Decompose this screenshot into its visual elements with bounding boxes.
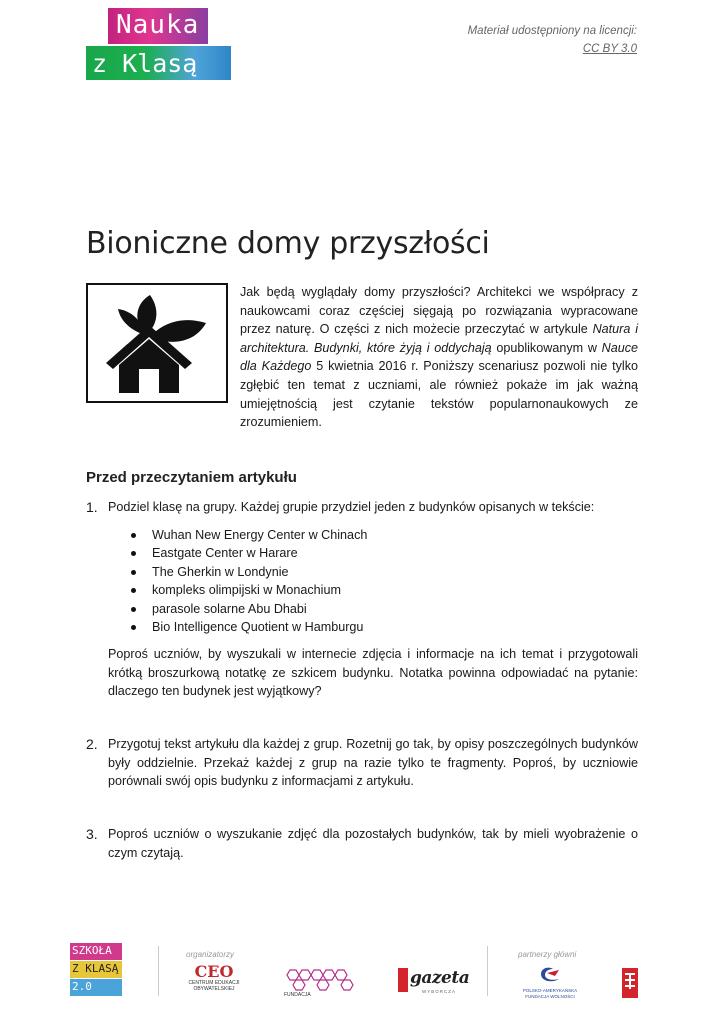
partners-label: partnerzy główni [518, 950, 577, 959]
list-item: parasole solarne Abu Dhabi [128, 600, 367, 618]
buildings-list [128, 526, 367, 636]
intro-text-2: opublikowanym w [491, 340, 602, 355]
footer-divider-2 [487, 946, 488, 996]
logo-line1: Nauka [116, 10, 200, 40]
license-link[interactable]: CC BY 3.0 [582, 43, 637, 55]
intro-text-3: 5 kwietnia 2016 r. Poniższy scenariusz pozwoli nie tylko zgłębić ten temat z uczniami, ale również pokaże im jak ważną umiejętnością jest czytanie tekstów popularnonaukowych ze zrozumieniem. [240, 359, 638, 430]
fundacja-hexagon-icon [284, 968, 356, 992]
step-2-text: Przygotuj tekst artykułu dla każdej z grup. Rozetnij go tak, by opisy poszczególnych budynków były oddzielnie. Przekaż każdej z grup na razie tylko te fragmenty. Poproś, by uczniowie porównali swój opis budynku z informacjami z artykułu. [108, 737, 638, 789]
list-item: The Gherkin w Londynie [128, 563, 367, 581]
szkola-z-klasa-logo: SZKOŁA Z KLASĄ 2.0 [70, 943, 122, 997]
step-number-2: 2. [86, 736, 98, 752]
footer-divider [158, 946, 159, 996]
pafw-emblem-icon [539, 965, 561, 983]
step-1-text: Podziel klasę na grupy. Każdej grupie przydziel jeden z budynków opisanych w tekście: [108, 500, 595, 514]
fundacja-szkola-logo: FUNDACJA [284, 968, 356, 1000]
eco-house-icon-box [86, 283, 228, 403]
eco-house-icon [88, 285, 226, 401]
intro-paragraph [240, 283, 638, 432]
section-heading: Przed przeczytaniem artykułu [86, 469, 297, 486]
list-item: Wuhan New Energy Center w Chinach [128, 526, 367, 544]
step-1-followup: Poproś uczniów, by wyszukali w internecie zdjęcia i informacje na ich temat i przygotowali krótką broszurkową notatkę ze szkicem budynku. Notatka powinna odpowiadać na pytanie: dlaczego ten budynek jest wyjątkowy? [108, 647, 638, 699]
organizers-label: organizatorzy [186, 950, 235, 959]
magazine-name: Nauce dla Każdego [240, 340, 638, 374]
pafw-logo: POLSKO-AMERYKAŃSKA FUNDACJA WOLNOŚCI [520, 965, 580, 999]
article-title: Natura i architektura. Budynki, które żyją i oddychają [240, 322, 638, 355]
list-item: kompleks olimpijski w Monachium [128, 581, 367, 599]
license-text: Materiał udostępniony na licencji: [467, 25, 637, 37]
logo-line2: z Klasą 2.0 [92, 49, 198, 107]
nauka-z-klasa-logo [86, 8, 231, 107]
ceo-logo: CEO CENTRUM EDUKACJI OBYWATELSKIEJ [188, 962, 240, 992]
intro-text-1: Jak będą wyglądały domy przyszłości? Architekci we współpracy z naukowcami coraz częściej sięgają po rozwiązania wypracowane przez naturę. O części z nich możecie przeczytać w artykule [240, 285, 638, 337]
page-title: Bioniczne domy przyszłości [86, 226, 490, 261]
list-item: Eastgate Center w Harare [128, 544, 367, 562]
step-3-text: Poproś uczniów o wyszukanie zdjęć dla pozostałych budynków, tak by mieli wyobrażenie o czym czytają. [108, 827, 638, 860]
gazeta-wyborcza-logo: gazeta WYBORCZA [398, 966, 458, 996]
step-number-1: 1. [86, 499, 98, 515]
license-note [468, 22, 637, 58]
red-partner-logo [622, 968, 638, 998]
step-number-3: 3. [86, 826, 98, 842]
list-item: Bio Intelligence Quotient w Hamburgu [128, 618, 367, 636]
